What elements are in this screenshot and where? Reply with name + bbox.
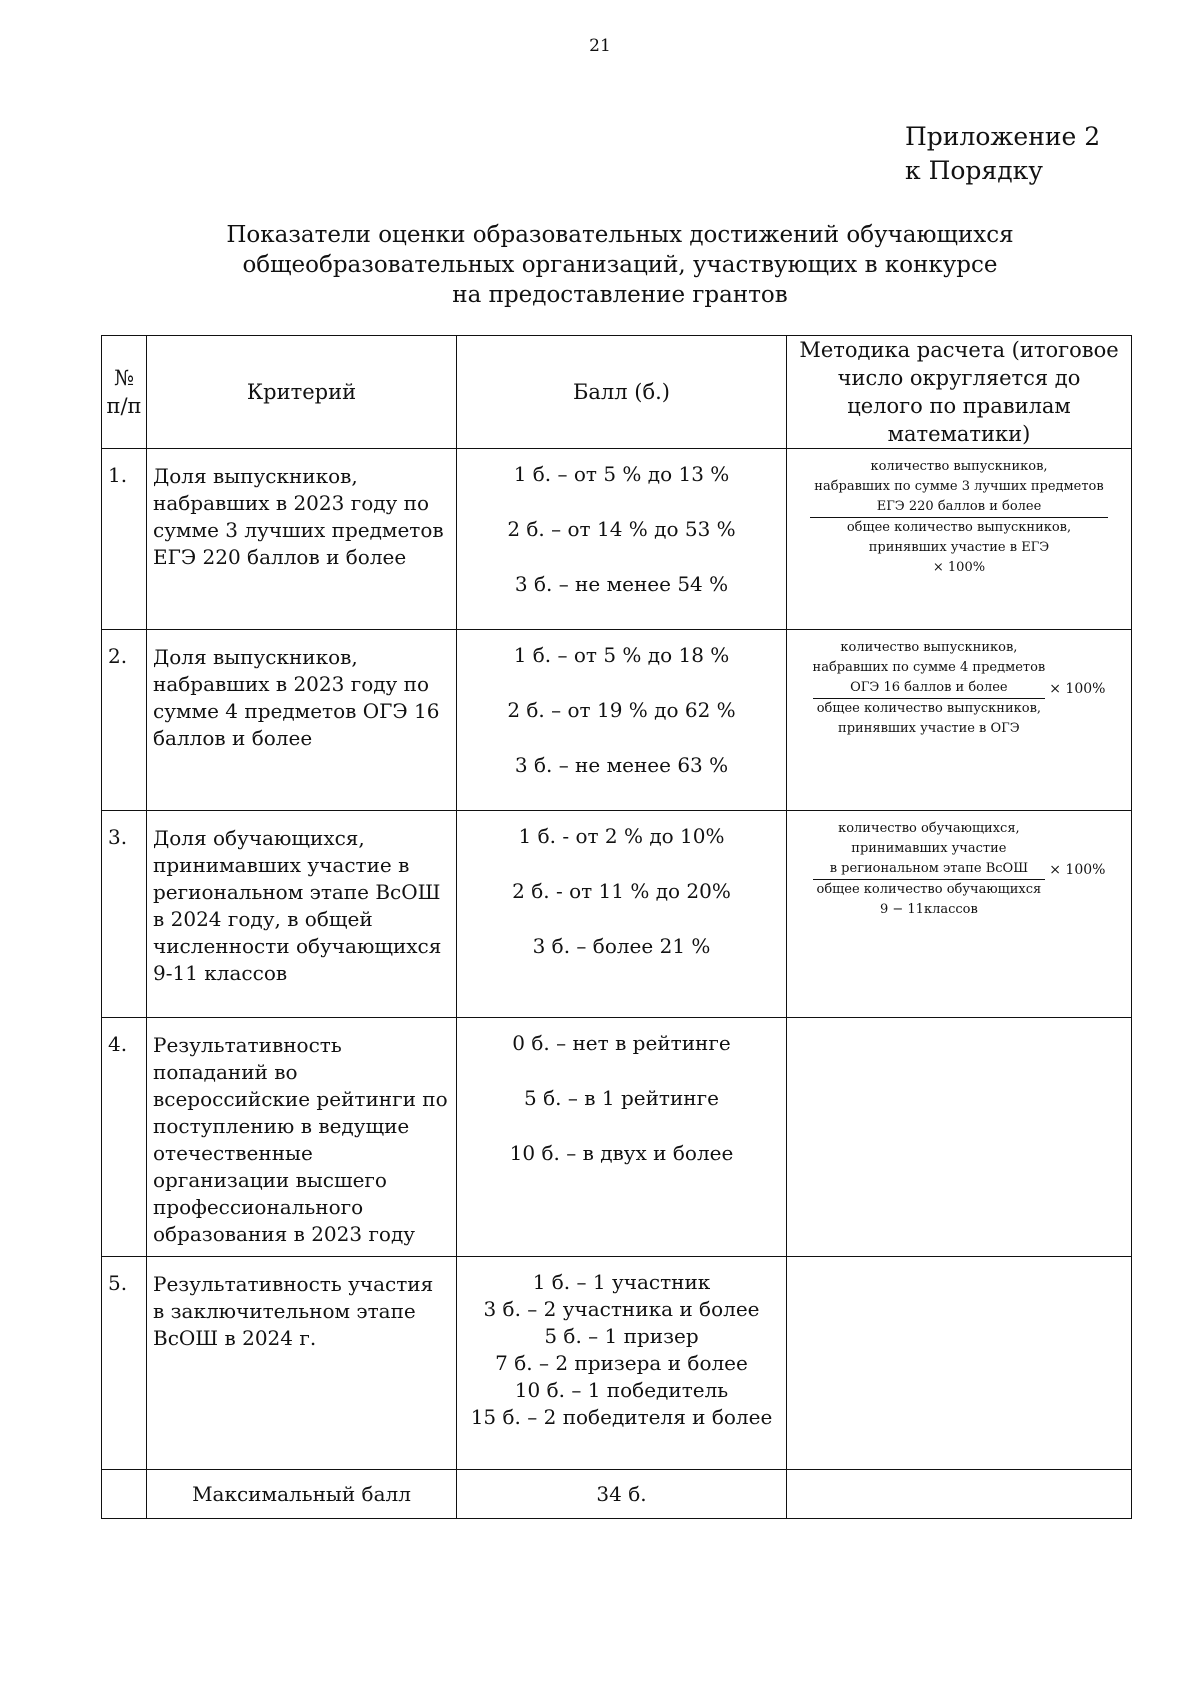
row-criterion: Результативность попаданий во всероссийские рейтинги по поступлению в ведущие отечественные организации высшего профессионального образования в 2023 году: [147, 1018, 457, 1257]
score-line: 15 б. – 2 победителя и более: [470, 1405, 773, 1429]
score-line: 5 б. – 1 призер: [544, 1324, 699, 1348]
score-line: 3 б. – не менее 63 %: [514, 753, 729, 777]
formula-text: количество выпускников,: [870, 459, 1048, 474]
total-value: 34 б.: [457, 1470, 787, 1519]
row-method-empty: [787, 1018, 1132, 1257]
score-line: 3 б. – 2 участника и более: [483, 1297, 760, 1321]
score-line: 7 б. – 2 призера и более: [495, 1351, 748, 1375]
row-number: 1.: [102, 449, 147, 630]
header-score: Балл (б.): [457, 336, 787, 449]
formula-denominator: [810, 518, 1107, 558]
table-row: [102, 1018, 1132, 1257]
score-line: 1 б. - от 2 % до 10%: [518, 824, 725, 848]
title-line-1: Показатели оценки образовательных достижений обучающихся: [226, 222, 1014, 248]
row-criterion: Результативность участия в заключительном этапе ВсОШ в 2024 г.: [147, 1257, 457, 1470]
row-scores: [457, 1018, 787, 1257]
row-scores: [457, 1257, 787, 1470]
formula-fraction: [813, 638, 1046, 739]
formula-fraction: [810, 457, 1107, 578]
formula-text: количество выпускников,: [840, 640, 1018, 655]
formula-text: набравших по сумме 4 предметов: [812, 660, 1046, 675]
score-line: 0 б. – нет в рейтинге: [512, 1031, 731, 1055]
formula-numerator: в региональном этапе ВсОШ: [813, 859, 1046, 880]
row-scores: [457, 630, 787, 811]
score-line: 2 б. – от 19 % до 62 %: [507, 698, 736, 722]
table-row: [102, 630, 1132, 811]
formula-text: принявших участие в ОГЭ: [838, 721, 1020, 736]
table-row: [102, 449, 1132, 630]
page-number: 21: [589, 36, 611, 56]
formula-denominator: [813, 699, 1046, 739]
header-method: Методика расчета (итоговое число округляется до целого по правилам математики): [787, 336, 1132, 449]
row-method-formula: [787, 630, 1132, 811]
formula-text: набравших по сумме 3 лучших предметов: [814, 479, 1104, 494]
total-method-empty: [787, 1470, 1132, 1519]
row-criterion: Доля выпускников, набравших в 2023 году по сумме 3 лучших предметов ЕГЭ 220 баллов и более: [147, 449, 457, 630]
score-line: 3 б. – не менее 54 %: [514, 572, 729, 596]
table-row: [102, 1257, 1132, 1470]
formula-text: общее количество выпускников,: [846, 520, 1072, 535]
score-line: 3 б. – более 21 %: [532, 934, 711, 958]
score-line: 2 б. - от 11 % до 20%: [512, 879, 731, 903]
row-number: 4.: [102, 1018, 147, 1257]
score-line: 10 б. – в двух и более: [509, 1141, 734, 1165]
header-criterion: Критерий: [147, 336, 457, 449]
row-criterion: Доля выпускников, набравших в 2023 году по сумме 4 предметов ОГЭ 16 баллов и более: [147, 630, 457, 811]
formula-text: общее количество обучающихся: [816, 882, 1042, 897]
formula-numerator: [810, 457, 1107, 518]
row-number: 5.: [102, 1257, 147, 1470]
formula-text: общее количество выпускников,: [816, 701, 1042, 716]
formula-multiplier: × 100%: [1049, 861, 1106, 878]
score-line: 10 б. – 1 победитель: [514, 1378, 729, 1402]
formula-multiplier: × 100%: [1049, 680, 1106, 697]
appendix-line-2: к Порядку: [905, 156, 1043, 185]
total-num-empty: [102, 1470, 147, 1519]
total-label: Максимальный балл: [147, 1470, 457, 1519]
formula-text: количество обучающихся,: [838, 821, 1020, 836]
row-method-empty: [787, 1257, 1132, 1470]
title-line-2: общеобразовательных организаций, участвующих в конкурсе: [242, 252, 998, 278]
formula-text: принимавших участие: [851, 841, 1007, 856]
score-line: 5 б. – в 1 рейтинге: [524, 1086, 719, 1110]
table-total-row: [102, 1470, 1132, 1519]
formula-text: 9 − 11классов: [879, 902, 978, 917]
formula-fraction: [813, 819, 1046, 920]
formula-denominator: [813, 880, 1046, 920]
criteria-table: [101, 335, 1132, 1519]
formula-numerator: ОГЭ 16 баллов и более: [813, 678, 1046, 699]
score-line: 1 б. – от 5 % до 18 %: [513, 643, 730, 667]
row-number: 2.: [102, 630, 147, 811]
table-row: [102, 811, 1132, 1018]
score-line: 2 б. – от 14 % до 53 %: [507, 517, 736, 541]
row-number: 3.: [102, 811, 147, 1018]
table-header-row: [102, 336, 1132, 449]
row-scores: [457, 449, 787, 630]
score-line: 1 б. – от 5 % до 13 %: [513, 462, 730, 486]
score-line: 1 б. – 1 участник: [532, 1270, 711, 1294]
formula-text: ЕГЭ 220 баллов и более: [876, 499, 1042, 514]
row-method-formula: [787, 811, 1132, 1018]
appendix-reference: [905, 120, 1100, 188]
row-scores: [457, 811, 787, 1018]
row-method-formula: [787, 449, 1132, 630]
title-line-3: на предоставление грантов: [452, 282, 788, 308]
formula-text: принявших участие в ЕГЭ: [868, 540, 1050, 555]
document-title: [180, 220, 1060, 310]
appendix-line-1: Приложение 2: [905, 122, 1101, 151]
row-criterion: Доля обучающихся, принимавших участие в региональном этапе ВсОШ в 2024 году, в общей численности обучающихся 9-11 классов: [147, 811, 457, 1018]
formula-multiplier: × 100%: [932, 560, 986, 575]
header-num: № п/п: [102, 336, 147, 449]
